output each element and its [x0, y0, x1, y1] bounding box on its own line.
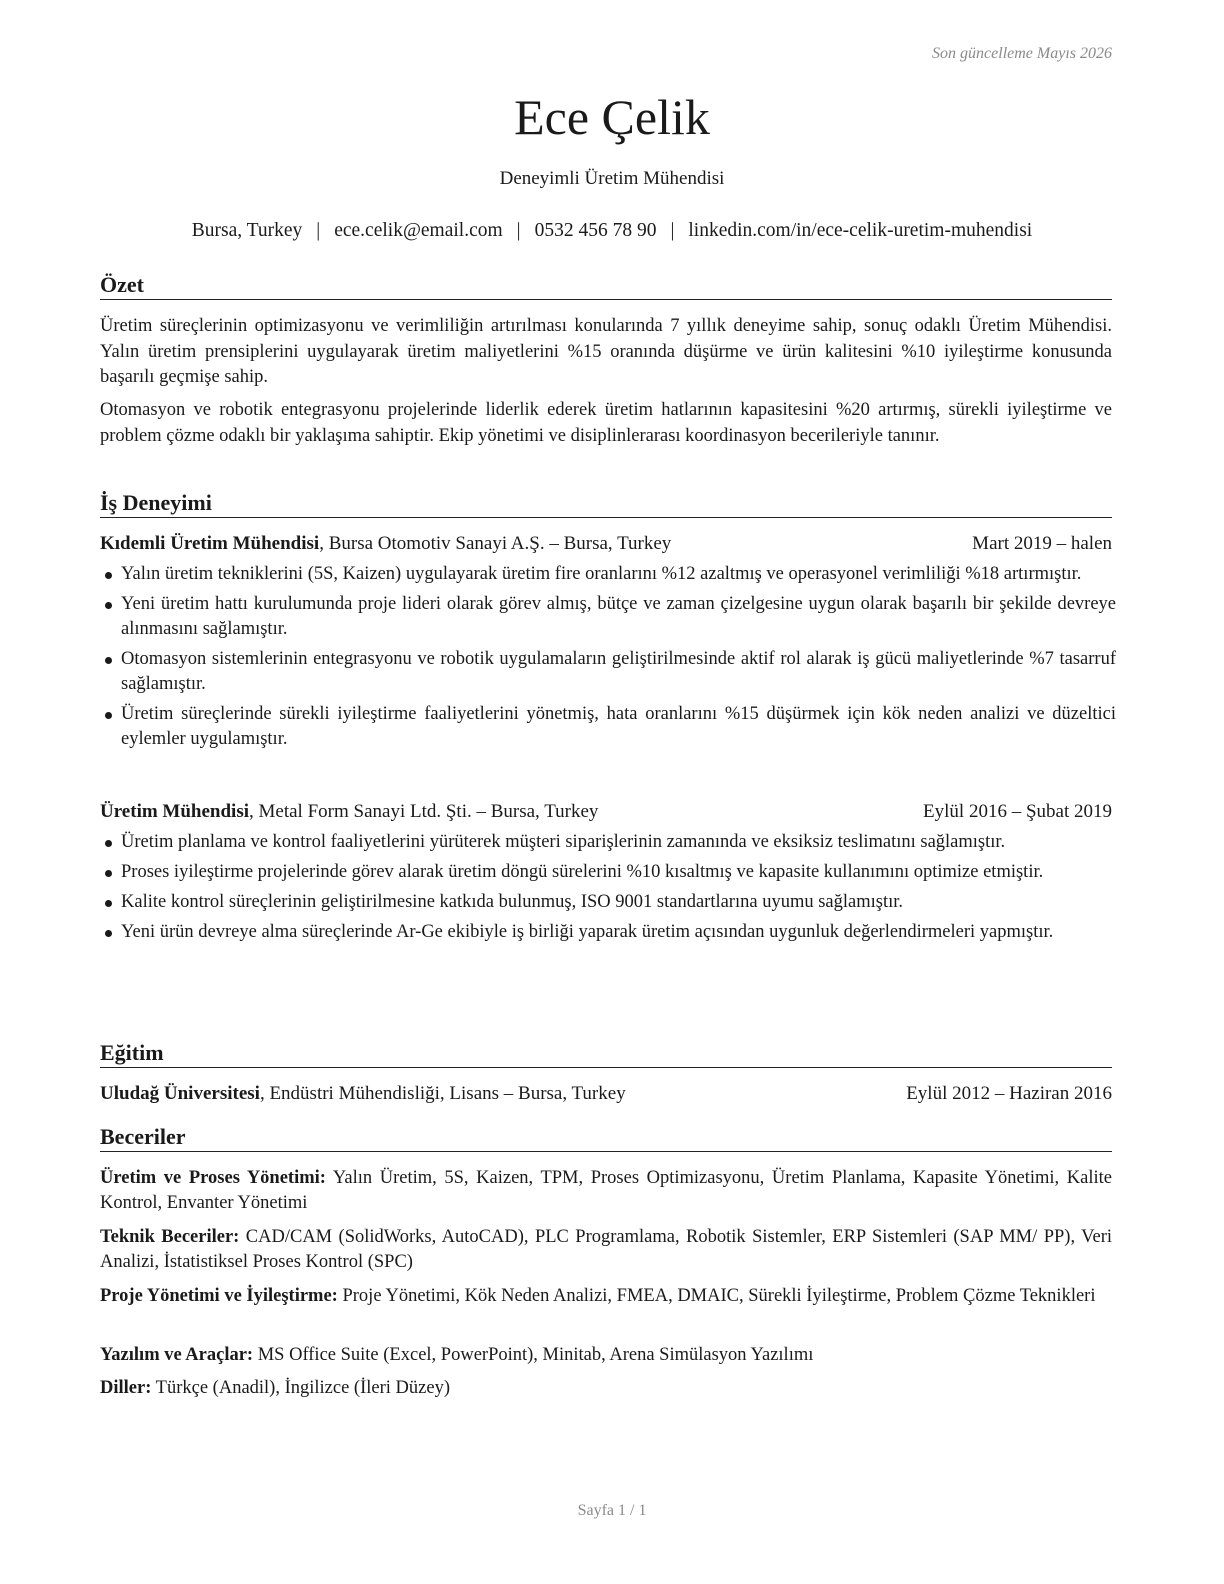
skill-row	[100, 1376, 1112, 1401]
contact-separator: |	[670, 220, 675, 241]
skill-value: Türkçe (Anadil), İngilizce (İleri Düzey)	[151, 1378, 450, 1398]
school-name: Uludağ Üniversitesi	[100, 1083, 260, 1104]
education-entry	[100, 1083, 1112, 1105]
contact-phone[interactable]: 0532 456 78 90	[534, 220, 657, 241]
education-dates: Eylül 2012 – Haziran 2016	[906, 1083, 1112, 1104]
skill-label: Yazılım ve Araçlar:	[100, 1345, 254, 1365]
list-item: Üretim süreçlerinde sürekli iyileştirme faaliyetlerini yönetmiş, hata oranlarını %15 düşürmek için kök neden analizi ve düzeltici eylemler uygulamıştır.	[100, 702, 1116, 752]
summary-paragraph: Otomasyon ve robotik entegrasyonu projelerinde liderlik ederek üretim hatlarının kapasitesini %20 artırmış, sürekli iyileştirme ve problem çözme odaklı bir yaklaşıma sahiptir. Ekip yönetimi ve disiplinlerarası koordinasyon becerileriyle tanınır.	[100, 400, 1112, 446]
list-item: Kalite kontrol süreçlerinin geliştirilmesine katkıda bulunmuş, ISO 9001 standartlarına uyumu sağlamıştır.	[100, 890, 1116, 915]
job-bullets	[100, 562, 1116, 757]
job-company: , Metal Form Sanayi Ltd. Şti. – Bursa, Turkey	[249, 801, 599, 822]
section-heading-experience: İş Deneyimi	[100, 490, 1112, 518]
job-dates: Mart 2019 – halen	[972, 533, 1112, 554]
list-item: Yalın üretim tekniklerini (5S, Kaizen) uygulayarak üretim fire oranlarını %12 azaltmış ve operasyonel verimliliği %18 artırmıştır.	[100, 562, 1116, 587]
contact-separator: |	[316, 220, 321, 241]
skill-value: Yalın Üretim, 5S, Kaizen, TPM, Proses Optimizasyonu, Üretim Planlama, Kapasite Yönetimi, Kalite Kontrol, Envanter Yönetimi	[100, 1168, 1112, 1213]
candidate-title: Deneyimli Üretim Mühendisi	[499, 168, 725, 189]
section-heading-education: Eğitim	[100, 1040, 1112, 1068]
education-details: , Endüstri Mühendisliği, Lisans – Bursa, Turkey	[259, 1083, 626, 1104]
job-role: Üretim Mühendisi	[100, 801, 250, 822]
skill-label: Proje Yönetimi ve İyileştirme:	[100, 1286, 338, 1306]
list-item: Yeni ürün devreye alma süreçlerinde Ar-Ge ekibiyle iş birliği yaparak üretim açısından uygunluk değerlendirmeleri yapmıştır.	[100, 920, 1116, 945]
job-dates: Eylül 2016 – Şubat 2019	[923, 801, 1112, 822]
skill-label: Diller:	[100, 1378, 152, 1398]
list-item: Yeni üretim hattı kurulumunda proje lideri olarak görev almış, bütçe ve zaman çizelgesine uygun olarak başarılı bir şekilde devreye alınmasını sağlamıştır.	[100, 592, 1116, 642]
contact-email[interactable]: ece.celik@email.com	[334, 220, 503, 241]
skill-label: Üretim ve Proses Yönetimi:	[100, 1168, 326, 1188]
job-header	[100, 801, 1112, 823]
section-heading-skills: Beceriler	[100, 1124, 1112, 1152]
list-item: Otomasyon sistemlerinin entegrasyonu ve robotik uygulamaların geliştirilmesinde aktif rol alarak iş gücü maliyetlerinde %7 tasarruf sağlamıştır.	[100, 647, 1116, 697]
job-header	[100, 533, 1112, 555]
contact-line	[0, 220, 1224, 242]
page-number: Sayfa 1 / 1	[577, 1502, 647, 1519]
skill-row	[100, 1343, 1112, 1368]
skill-row	[100, 1166, 1112, 1216]
candidate-name: Ece Çelik	[514, 89, 710, 145]
skill-value: Proje Yönetimi, Kök Neden Analizi, FMEA, DMAIC, Sürekli İyileştirme, Problem Çözme Teknikleri	[337, 1286, 1096, 1306]
skill-row	[100, 1284, 1112, 1309]
skill-value: MS Office Suite (Excel, PowerPoint), Minitab, Arena Simülasyon Yazılımı	[253, 1345, 814, 1365]
skill-label: Teknik Beceriler:	[100, 1227, 240, 1247]
contact-separator: |	[516, 220, 521, 241]
skill-row	[100, 1225, 1112, 1275]
job-role: Kıdemli Üretim Mühendisi	[100, 533, 320, 554]
job-bullets	[100, 830, 1116, 950]
list-item: Proses iyileştirme projelerinde görev alarak üretim döngü sürelerini %10 kısaltmış ve kapasite kullanımını optimize etmiştir.	[100, 860, 1116, 885]
section-heading-summary: Özet	[100, 272, 1112, 300]
last-updated: Son güncelleme Mayıs 2026	[932, 45, 1112, 62]
contact-location: Bursa, Turkey	[191, 220, 303, 241]
contact-linkedin[interactable]: linkedin.com/in/ece-celik-uretim-muhendisi	[688, 220, 1033, 241]
skill-value: CAD/CAM (SolidWorks, AutoCAD), PLC Programlama, Robotik Sistemler, ERP Sistemleri (SAP MM/ PP), Veri Analizi, İstatistiksel Proses Kontrol (SPC)	[100, 1227, 1112, 1272]
summary-paragraph: Üretim süreçlerinin optimizasyonu ve verimliliğin artırılması konularında 7 yıllık deneyime sahip, sonuç odaklı Üretim Mühendisi. Yalın üretim prensiplerini uygulayarak üretim maliyetlerini %15 oranında düşürme ve ürün kalitesini %10 iyileştirme konusunda başarılı geçmişe sahip.	[100, 316, 1112, 387]
list-item: Üretim planlama ve kontrol faaliyetlerini yürüterek müşteri siparişlerinin zamanında ve eksiksiz teslimatını sağlamıştır.	[100, 830, 1116, 855]
job-company: , Bursa Otomotiv Sanayi A.Ş. – Bursa, Turkey	[319, 533, 672, 554]
